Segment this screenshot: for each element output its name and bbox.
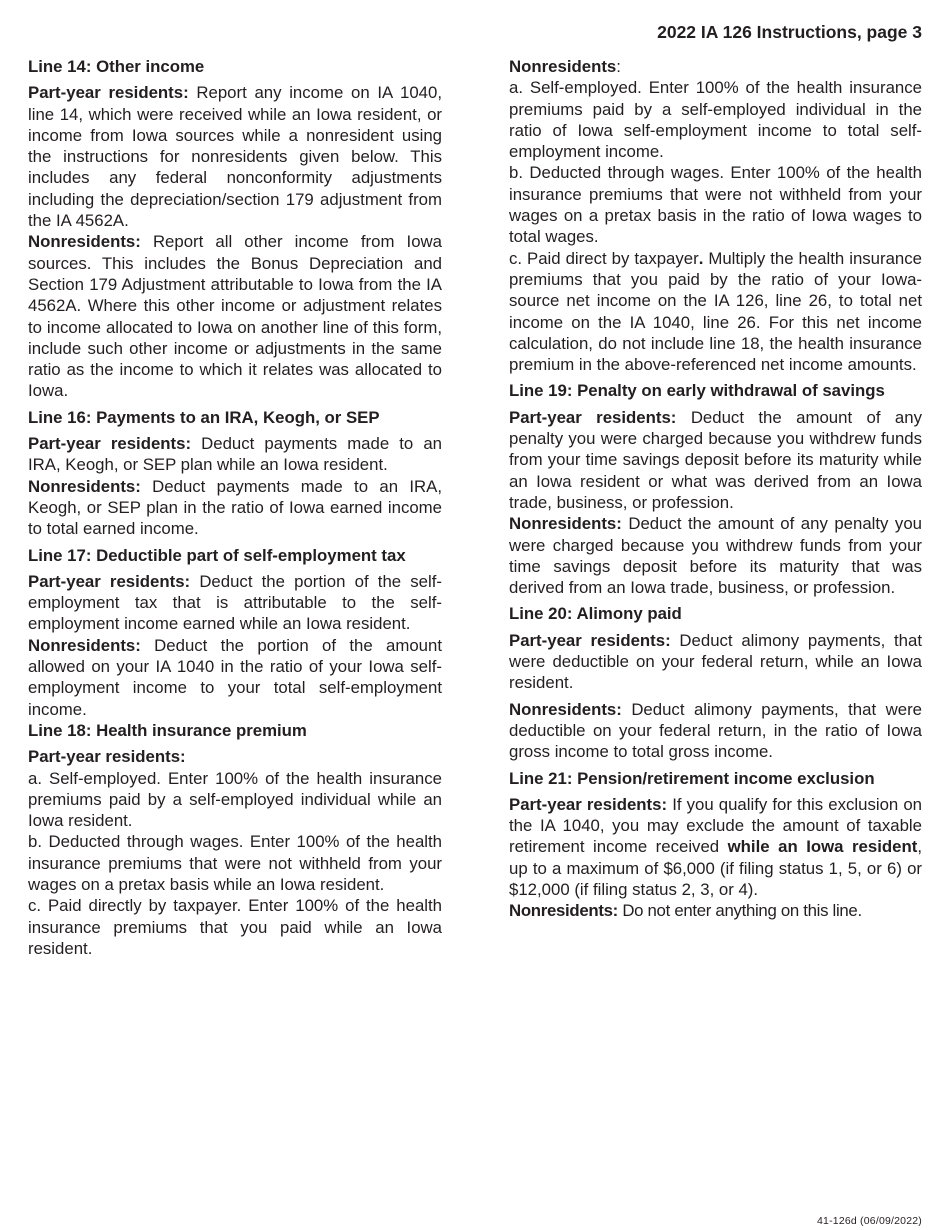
line21-part-year-paragraph <box>509 794 922 900</box>
nonresident-label: Nonresidents <box>509 57 617 76</box>
part-year-label: Part-year residents: <box>509 407 677 427</box>
line17-nonresident-text: Deduct the portion of the amount allowed on your IA 1040 in the ratio of your Iowa self-employment income to your total self-employment income. <box>28 635 442 719</box>
line18-nonresident-item-a: a. Self-employed. Enter 100% of the health insurance premiums paid by a self-employed individual in the ratio of Iowa self-employment income to total self-employment income. <box>509 78 922 162</box>
line19-heading: Line 19: Penalty on early withdrawal of savings <box>509 381 885 401</box>
line21-part-year-text: If you qualify for this exclusion on the IA 1040, you may exclude the amount of taxable retirement income received <box>509 794 922 857</box>
line18-nonresident-item-c <box>509 248 922 376</box>
line17-part-year-paragraph <box>28 571 442 635</box>
line20-part-year-text: Deduct alimony payments, that were deductible on your federal return, while an Iowa resident. <box>509 630 922 693</box>
line20-heading: Line 20: Alimony paid <box>509 604 682 624</box>
nonresident-label: Nonresidents: <box>509 514 622 534</box>
line18-item-c: c. Paid directly by taxpayer. Enter 100% of the health insurance premiums that you paid while an Iowa resident. <box>28 896 442 958</box>
line20-part-year-paragraph <box>509 630 922 694</box>
line20-nonresident-text: Deduct alimony payments, that were deductible on your federal return, in the ratio of Iowa gross income to total gross income. <box>509 699 922 762</box>
line18-part-year-heading: Part-year residents: <box>28 747 186 767</box>
right-column <box>509 56 922 927</box>
line16-nonresident-paragraph <box>28 476 442 540</box>
line21-bold-phrase: while an Iowa resident <box>727 837 918 857</box>
part-year-label: Part-year residents: <box>509 630 671 650</box>
line21-part-year-text-end: , up to a maximum of $6,000 (if filing status 1, 5, or 6) or $12,000 (if filing status 2, 3, or 4). <box>509 837 922 899</box>
item-c-rest: Multiply the health insurance premiums that you paid by the ratio of your Iowa-source net income on the IA 126, line 26, to total net income on the IA 1040, line 26. For this net income calculation, do not include line 18, the health insurance premium in the above-referenced net income amounts. <box>509 248 922 375</box>
line17-heading: Line 17: Deductible part of self-employment tax <box>28 545 406 565</box>
line20-nonresident-paragraph <box>509 699 922 763</box>
line16-part-year-text: Deduct payments made to an IRA, Keogh, or SEP plan while an Iowa resident. <box>28 434 442 475</box>
line14-part-year-paragraph <box>28 82 442 231</box>
line19-part-year-text: Deduct the amount of any penalty you were charged because you withdrew funds from your time savings deposit before its maturity while an Iowa resident or what was derived from an Iowa trade, business, or profession. <box>509 407 922 512</box>
item-c-dot: . <box>698 248 704 268</box>
line14-heading: Line 14: Other income <box>28 57 205 76</box>
part-year-label: Part-year residents: <box>28 434 192 454</box>
nonresident-label: Nonresidents: <box>509 901 618 921</box>
line18-nonresident-item-b: b. Deducted through wages. Enter 100% of the health insurance premiums that were not withheld from your wages on a pretax basis in the ratio of Iowa wages to total wages. <box>509 163 922 247</box>
line14-part-year-text: Report any income on IA 1040, line 14, which were received while an Iowa resident, or income from Iowa sources while a nonresident using the instructions for nonresidents given below. This includes any federal nonconformity adjustments including the depreciation/section 179 adjustment from the IA 4562A. <box>28 83 442 231</box>
line18-nonresident-heading <box>509 56 922 77</box>
line17-part-year-text: Deduct the portion of the self-employment tax that is attributable to the self-employment income earned while an Iowa resident. <box>28 571 442 634</box>
line16-heading: Line 16: Payments to an IRA, Keogh, or SEP <box>28 407 380 427</box>
line19-part-year-paragraph <box>509 407 922 513</box>
nonresident-label: Nonresidents: <box>28 232 141 252</box>
line17-nonresident-paragraph <box>28 635 442 720</box>
part-year-label: Part-year residents: <box>28 571 191 591</box>
form-revision-code: 41-126d (06/09/2022) <box>817 1215 922 1227</box>
line16-nonresident-text: Deduct payments made to an IRA, Keogh, or SEP plan in the ratio of Iowa earned income to total earned income. <box>28 476 442 539</box>
part-year-label: Part-year residents: <box>509 794 668 814</box>
line19-nonresident-text: Deduct the amount of any penalty you were charged because you withdrew funds from your time savings deposit before its maturity that was derived from an Iowa trade, business, or profession. <box>509 514 922 598</box>
line14-nonresident-paragraph <box>28 231 442 401</box>
item-c-start: c. Paid direct by taxpayer <box>509 248 699 268</box>
line16-part-year-paragraph <box>28 433 442 476</box>
line19-nonresident-paragraph <box>509 513 922 598</box>
nonresident-label: Nonresidents: <box>28 635 141 655</box>
line18-item-a: a. Self-employed. Enter 100% of the health insurance premiums paid by a self-employed individual while an Iowa resident. <box>28 768 442 831</box>
colon: : <box>616 57 621 76</box>
line18-heading: Line 18: Health insurance premium <box>28 720 307 740</box>
line21-heading: Line 21: Pension/retirement income exclusion <box>509 768 875 788</box>
page-header-title: 2022 IA 126 Instructions, page 3 <box>657 22 922 42</box>
line21-nonresident-paragraph <box>509 900 922 921</box>
line14-nonresident-text: Report all other income from Iowa sources. This includes the Bonus Depreciation and Section 179 Adjustment attributable to Iowa from the IA 4562A. Where this other income or adjustment relates to income allocated to Iowa on another line of this form, include such other income or adjustments in the same ratio as the income to which it relates was allocated to Iowa. <box>28 232 442 401</box>
line18-item-b: b. Deducted through wages. Enter 100% of the health insurance premiums that were not withheld from your wages on a pretax basis while an Iowa resident. <box>28 832 442 894</box>
nonresident-label: Nonresidents: <box>28 476 141 496</box>
line21-nonresident-text: Do not enter anything on this line. <box>622 901 862 921</box>
part-year-label: Part-year residents: <box>28 83 189 103</box>
left-column <box>28 56 442 959</box>
nonresident-label: Nonresidents: <box>509 699 622 719</box>
